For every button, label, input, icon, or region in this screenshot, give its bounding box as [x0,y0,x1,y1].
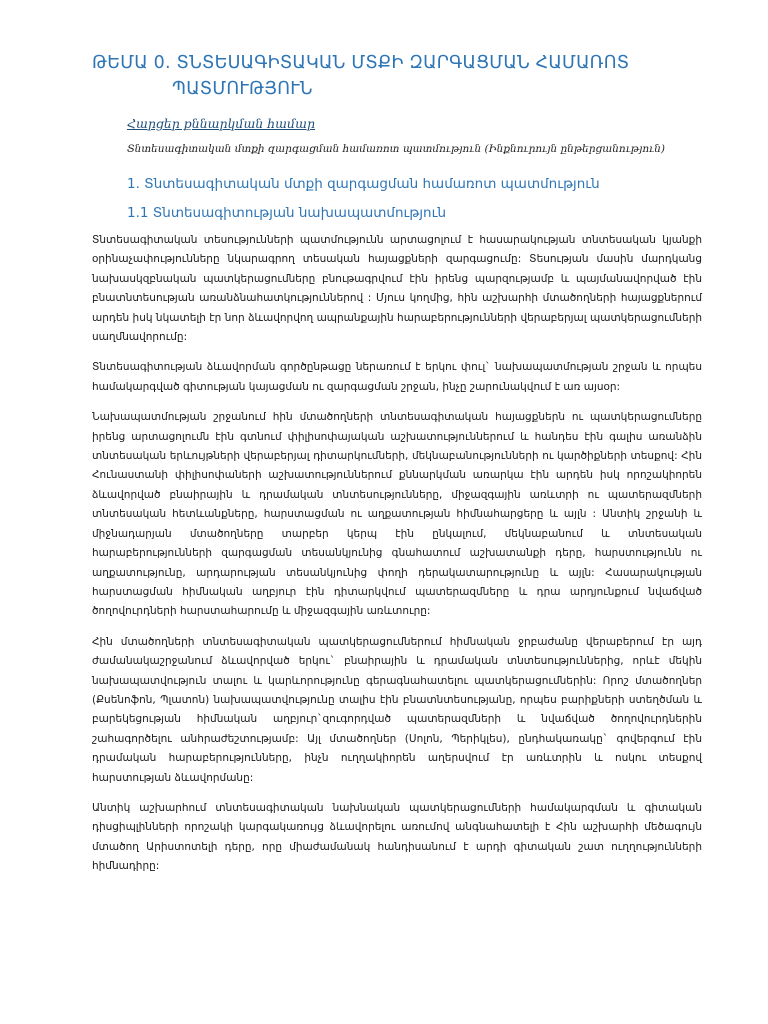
section-heading-1: 1. Տնտեսագիտական մտքի զարգացման համառոտ պատմություն [127,176,600,192]
body-paragraph-4: Հին մտածողների տնտեսագիտական պատկերացումներում հիմնական ջրբաժանը վերաբերում էր այդ ժամանակաշրջանում ձևավորված երկու` բնաիրային և դրամական տնտեսություններից, որևէ մեկին նախապատվություն տալու և կարևորությունը գերագնահատելու պատկերացումներին: Որոշ մտածողներ (Քսենոֆոն, Պլատոն) նախապատվությունը տալիս էին բնատնտեսությանը, որպես բարիքների ստեղծման և բարեկեցության հիմնական աղբյուր`զուգորդված պատերազմների և նվաճված ծողովուրդներին շահագործելու անհրաժեշտությամբ: Այլ մտածողներ (Սոլոն, Պերիկլես), ընդհակառակը` գովերգում էին դրամական հարաբերությունները, ինչն ուղղակիորեն աղերսվում էր առևտրին և ոսկու տեսքով հարստության ձևավորմանը: [92,635,702,784]
body-text [92,231,702,888]
body-paragraph-1: Տնտեսագիտական տեսությունների պատմությունն արտացոլում է հասարակության տնտեսական կյանքի օրինաչափությունները նկարագրող տեսական հայացքների զարգացումը: Տեսության մասին մարդկանց նախասկզբնական պատկերացումները բնութագրվում էին իրենց պարզությամբ և պայմանավորված էին բնատնտեսության առանձնահատկություններով : Մյուս կողմից, հին աշխարհի մտածողների հայացքներում արդեն իսկ նկատելի էր նոր ձևավորվող ապրանքային հարաբերությունների վերաբերյալ պատկերացումների սաղմնավորումը: [92,234,702,344]
document-title-line-1: ԹԵՄԱ 0. ՏՆՏԵՍԱԳԻՏԱԿԱՆ ՄՏՔԻ ԶԱՐԳԱՑՄԱՆ ՀԱՄԱՌՈՏ [92,53,630,73]
document-title [92,50,712,102]
subsection-heading-1-1: 1.1 Տնտեսագիտության նախապատմություն [127,205,446,221]
discussion-questions-heading: Հարցեր քննարկման համար [127,116,316,131]
discussion-question-1: Տնտեսագիտական մտքի զարգացման համառոտ պատմություն (Ինքնուրույն ընթերցանություն) [127,143,665,155]
body-paragraph-2: Տնտեսագիտության ձևավորման գործընթացը ներառում է երկու փուլ` նախապատմության շրջան և որպես համակարգված գիտության կայացման ու զարգացման շրջան, ինչը շարունակվում է առ այսօր: [92,361,702,393]
body-paragraph-5: Անտիկ աշխարհում տնտեսագիտական նախնական պատկերացումների համակարգման և գիտական դիսցիպլինների որոշակի կարգակառույց ձևավորելու առումով անգնահատելի է Հին աշխարհի մեծագույն մտածող Արիստոտելի դերը, որը միաժամանակ հանդիսանում է արդի գիտական շատ ուղղությունների հիմնադիրը: [92,801,702,873]
body-paragraph-3: Նախապատմության շրջանում հին մտածողների տնտեսագիտական հայացքներն ու պատկերացումները իրենց արտացոլումն էին գտնում փիլիսոփայական աշխատություններում և հանդես էին գալիս առանձին տնտեսական երևույթների վերաբերյալ դիտարկումների, մեկնաբանությունների ու կարծիքների տեսքով: Հին Հունաստանի փիլիսոփաների աշխատություններում քննարկման առարկա էին արդեն իսկ որոշակիորեն ձևավորված բնաիրային և դրամական տնտեսությունները, միջազգային առևտրի ու պատերազմների տնտեսական հետևանքները, հարստացման ու աղքատության հիմնահարցերը և այլն : Անտիկ շրջանի և միջնադարյան մտածողները տարբեր կերպ էին ընկալում, մեկնաբանում և տնտեսական հարաբերությունների զարգացման տեսանկյունից գնահատում աշխատանքի դերը, հարստությունն ու աղքատությունը, արդարության տեսանկյունից փողի դերակատարությունը և այլն: Հասարակության հարստացման հիմնական աղբյուր էին դիտարկվում պատերազմները և դրա արդյունքում նվաճված ծողովուրդների հարստահարումը և միջազգային առևտուրը: [92,411,702,618]
document-title-line-2: ՊԱՏՄՈՒԹՅՈՒՆ [172,79,313,99]
